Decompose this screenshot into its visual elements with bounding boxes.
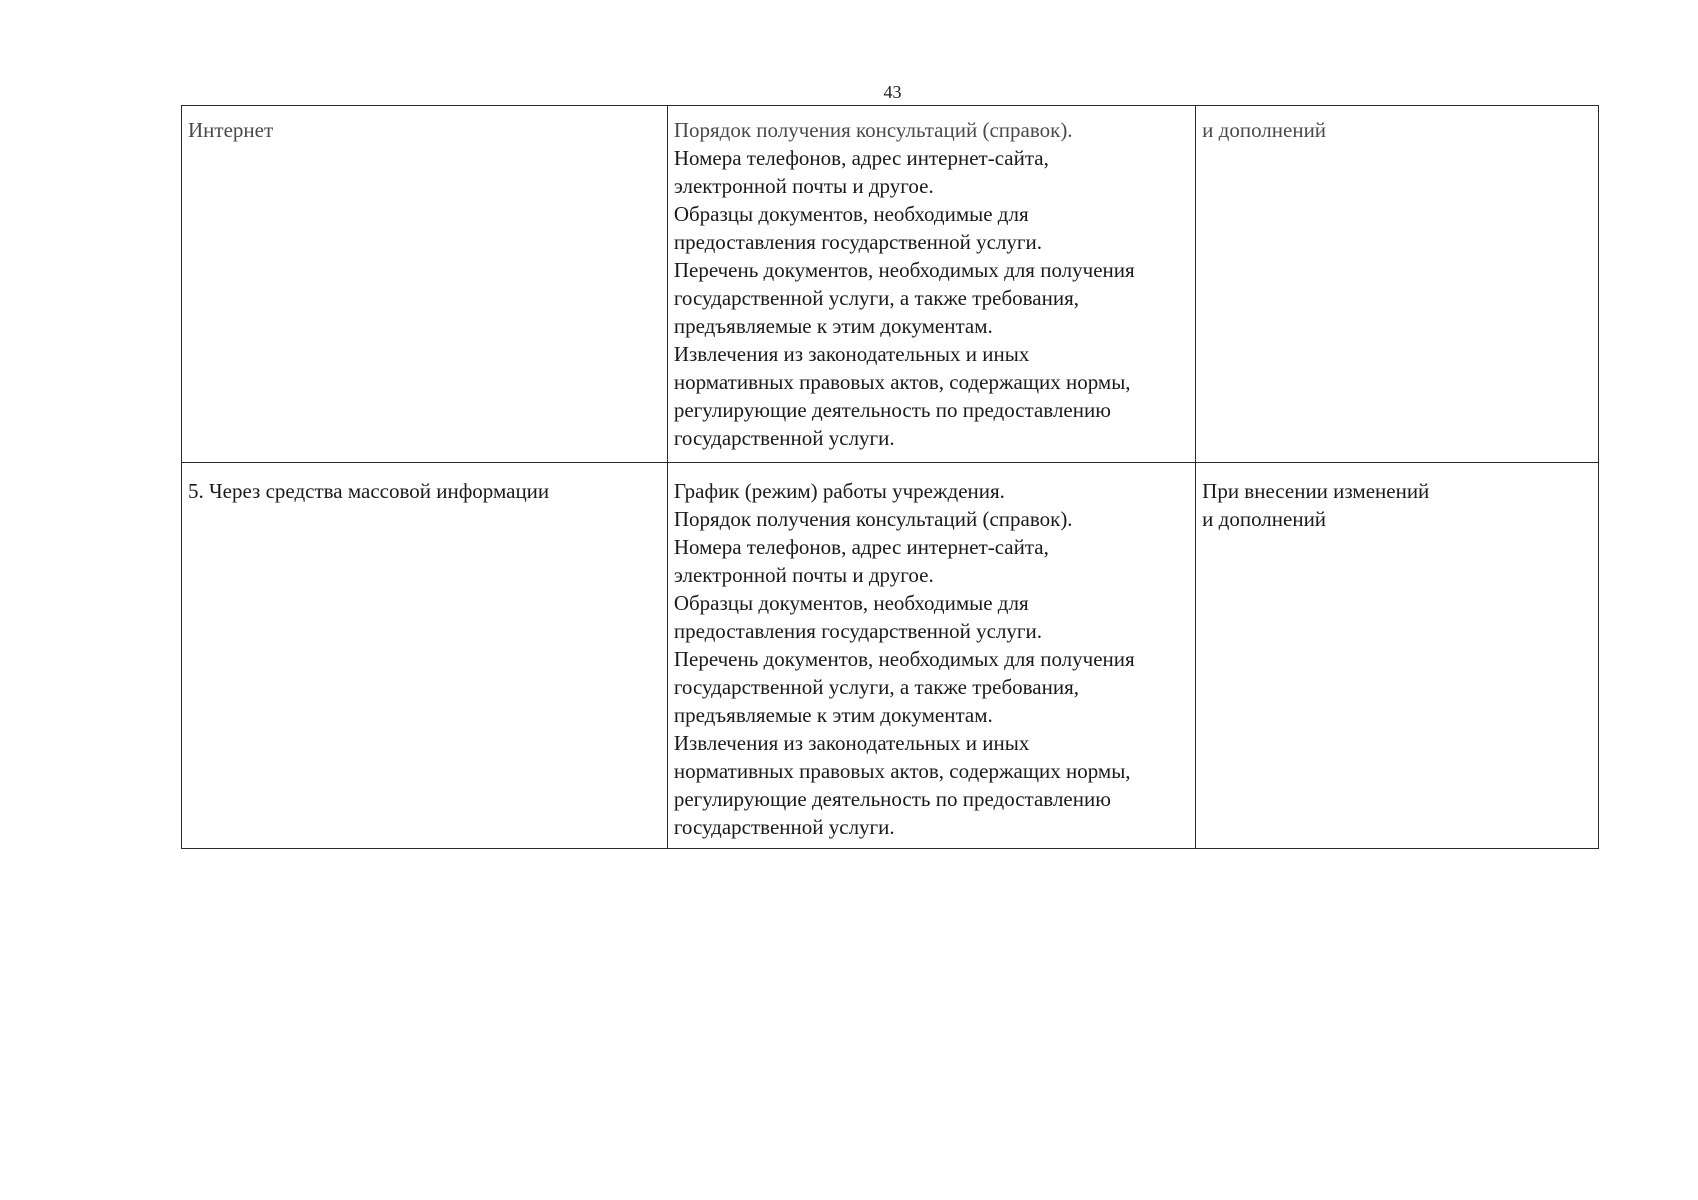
content-line: электронной почты и другое. [673, 174, 934, 198]
table-row [182, 463, 1599, 849]
content-line: предоставления государственной услуги. [673, 230, 1043, 254]
method-text: Интернет [188, 118, 274, 142]
content-line: государственной услуги. [673, 426, 895, 450]
content-line: предъявляемые к этим документам. [673, 703, 993, 727]
content-line: Перечень документов, необходимых для получения [673, 647, 1135, 671]
update-cell [1196, 463, 1599, 849]
content-line: Перечень документов, необходимых для получения [673, 258, 1135, 282]
content-line: Номера телефонов, адрес интернет-сайта, [673, 146, 1049, 170]
content-line: нормативных правовых актов, содержащих нормы, [673, 759, 1131, 783]
content-line: Извлечения из законодательных и иных [673, 342, 1030, 366]
content-line: государственной услуги, а также требования, [673, 675, 1080, 699]
content-cell [667, 463, 1195, 849]
update-line: и дополнений [1202, 507, 1327, 531]
update-cell [1196, 106, 1599, 463]
update-line: При внесении изменений [1202, 479, 1430, 503]
content-line: государственной услуги, а также требования, [673, 286, 1080, 310]
method-text: 5. Через средства массовой информации [188, 479, 550, 503]
content-line: График (режим) работы учреждения. [673, 479, 1005, 503]
page-number: 43 [883, 82, 902, 102]
content-line: Порядок получения консультаций (справок). [673, 507, 1073, 531]
content-line: регулирующие деятельность по предоставлению [673, 787, 1111, 811]
content-line: регулирующие деятельность по предоставлению [673, 398, 1111, 422]
content-line: Образцы документов, необходимые для [673, 202, 1029, 226]
method-cell [182, 463, 668, 849]
content-line: предоставления государственной услуги. [673, 619, 1043, 643]
update-line: и дополнений [1202, 118, 1327, 142]
content-line: Порядок получения консультаций (справок). [673, 118, 1073, 142]
content-line: Номера телефонов, адрес интернет-сайта, [673, 535, 1049, 559]
content-cell [667, 106, 1195, 463]
content-line: Извлечения из законодательных и иных [673, 731, 1030, 755]
content-line: Образцы документов, необходимые для [673, 591, 1029, 615]
content-line: предъявляемые к этим документам. [673, 314, 993, 338]
content-line: электронной почты и другое. [673, 563, 934, 587]
content-line: государственной услуги. [673, 815, 895, 839]
method-cell [182, 106, 668, 463]
table-row [182, 106, 1599, 463]
content-line: нормативных правовых актов, содержащих нормы, [673, 370, 1131, 394]
info-table [181, 105, 1599, 849]
